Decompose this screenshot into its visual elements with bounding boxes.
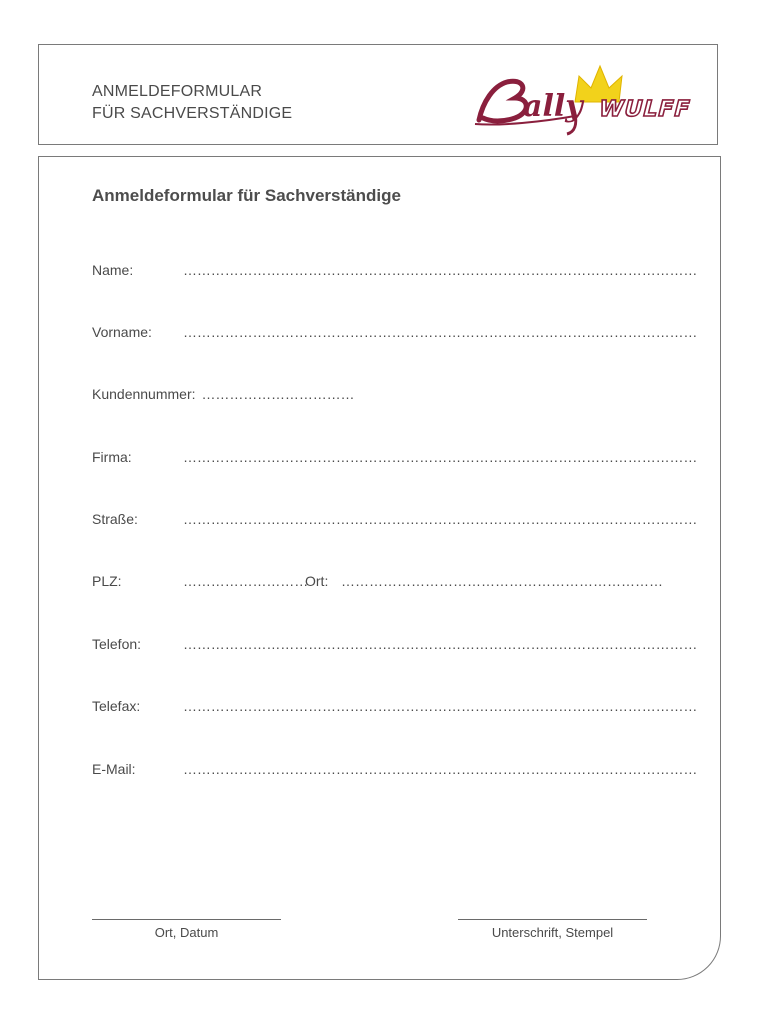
telefon-dots[interactable]: ………………………………………………………………………………………………… [183,636,698,652]
ort-dots[interactable]: …………………………………………………………… [341,573,663,589]
ort-label: Ort: [305,573,329,589]
firma-label: Firma: [92,449,132,465]
telefax-dots[interactable]: ………………………………………………………………………………………………… [183,698,698,714]
bally-b-stroke [479,81,526,121]
bally-text: ally [523,89,583,124]
header-box [38,44,718,145]
email-label: E-Mail: [92,761,136,777]
name-dots[interactable]: ………………………………………………………………………………………………… [183,262,698,278]
kundennummer-label: Kundennummer: [92,386,196,402]
form-title: Anmeldeformular für Sachverständige [92,186,401,205]
plz-dots[interactable]: ……………………… [183,573,309,589]
strasse-label: Straße: [92,511,138,527]
strasse-dots[interactable]: ………………………………………………………………………………………………… [183,511,698,527]
wulff-wordmark [596,96,694,122]
telefon-label: Telefon: [92,636,142,652]
form-box [38,156,721,980]
header-title-line1: ANMELDEFORMULAR [92,83,263,100]
stamp-signature-line[interactable] [458,919,647,920]
telefax-label: Telefax: [92,698,141,714]
wulff-text: WULFF [596,96,694,122]
header-title [92,81,292,125]
kundennummer-field[interactable] [92,386,354,402]
kundennummer-dots[interactable]: …………………………… [201,386,355,402]
ort-datum-label: Ort, Datum [154,925,219,940]
vorname-label: Vorname: [92,324,152,340]
unterschrift-stempel-label: Unterschrift, Stempel [491,925,614,940]
bally-wulff-logo [471,62,705,136]
vorname-dots[interactable]: ………………………………………………………………………………………………… [183,324,698,340]
date-signature-line[interactable] [92,919,281,920]
name-label: Name: [92,262,134,278]
firma-dots[interactable]: ………………………………………………………………………………………………… [183,449,698,465]
email-dots[interactable]: ………………………………………………………………………………………………… [183,761,698,777]
plz-label: PLZ: [92,573,122,589]
header-title-line2: FÜR SACHVERSTÄNDIGE [92,105,293,122]
